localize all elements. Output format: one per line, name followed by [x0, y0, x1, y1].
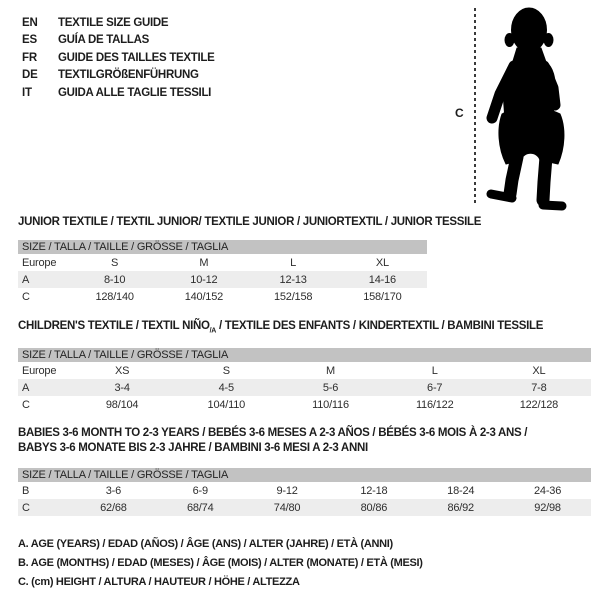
table-row: [18, 362, 591, 379]
age-cell: 3-4: [114, 381, 130, 394]
language-row: [22, 49, 215, 67]
language-row: [22, 84, 215, 102]
language-row: [22, 32, 215, 50]
language-title-block: [22, 14, 215, 102]
language-title: TEXTILE SIZE GUIDE: [58, 16, 169, 29]
height-cell: 92/98: [534, 501, 561, 514]
language-title: TEXTILGRÖßENFÜHRUNG: [58, 69, 199, 82]
height-cell: 110/116: [312, 398, 349, 411]
language-code: EN: [22, 16, 38, 29]
height-cell: 140/152: [184, 290, 224, 303]
height-cell: 122/128: [519, 398, 559, 411]
height-cell: 158/170: [363, 290, 402, 303]
height-measure-dashed-line: [474, 8, 476, 206]
children-size-table: [18, 348, 591, 413]
size-cell: S: [222, 364, 230, 377]
age-cell: 6-7: [427, 381, 443, 394]
row-label: A: [22, 273, 30, 286]
children-table-title: [18, 320, 543, 334]
height-cell: 68/74: [186, 501, 214, 514]
height-cell: 152/158: [273, 290, 313, 303]
table-row: [18, 396, 591, 413]
age-cell: 12-13: [279, 273, 307, 286]
row-label: Europe: [22, 256, 57, 269]
babies-title-line2: BABYS 3-6 MONATE BIS 2-3 JAHRE / BAMBINI 3-6 MESI A 2-3 ANNI: [18, 442, 368, 454]
table-row: [18, 482, 591, 499]
footnote-age-months: B. AGE (MONTHS) / EDAD (MESES) / ÂGE (MOIS) / ALTER (MONATE) / ETÀ (MESI): [18, 557, 423, 569]
age-cell: 12-18: [360, 484, 388, 497]
row-label: A: [22, 381, 30, 394]
height-cell: 74/80: [273, 501, 301, 514]
table-row: [18, 271, 427, 288]
age-cell: 10-12: [190, 273, 218, 286]
row-label: B: [22, 484, 30, 497]
language-row: [22, 67, 215, 85]
language-code: DE: [22, 69, 38, 82]
size-header-bar: SIZE / TALLA / TAILLE / GRÖSSE / TAGLIA: [18, 240, 427, 254]
height-cell: 86/92: [447, 501, 474, 514]
row-label: C: [22, 398, 30, 411]
size-cell: L: [290, 256, 297, 269]
language-row: [22, 14, 215, 32]
size-header-bar: SIZE / TALLA / TAILLE / GRÖSSE / TAGLIA: [18, 348, 591, 362]
age-cell: 7-8: [531, 381, 547, 394]
language-title: GUIDA ALLE TAGLIE TESSILI: [58, 86, 212, 99]
age-cell: 9-12: [276, 484, 298, 497]
size-header-bar: SIZE / TALLA / TAILLE / GRÖSSE / TAGLIA: [18, 468, 591, 482]
children-title-subscript: /A: [209, 327, 217, 335]
row-label: Europe: [22, 364, 57, 377]
language-code: IT: [22, 86, 32, 99]
height-cell: 128/140: [95, 290, 134, 303]
table-row: [18, 254, 427, 271]
baby-silhouette-icon: [480, 2, 580, 214]
table-row: [18, 499, 591, 516]
size-cell: XL: [532, 364, 546, 377]
babies-title-line1: BABIES 3-6 MONTH TO 2-3 YEARS / BEBÉS 3-6 MESES A 2-3 AÑOS / BÉBÉS 3-6 MOIS À 2-3 ANS /: [18, 427, 528, 439]
language-title: GUIDE DES TAILLES TEXTILE: [58, 51, 215, 64]
footnote-height-cm: C. (cm) HEIGHT / ALTURA / HAUTEUR / HÖHE / ALTEZZA: [18, 576, 300, 588]
children-title-pre: CHILDREN'S TEXTILE / TEXTIL NIÑO: [18, 320, 210, 332]
language-title: GUÍA DE TALLAS: [58, 34, 149, 47]
size-cell: XS: [114, 364, 130, 377]
age-cell: 3-6: [105, 484, 122, 497]
row-label: C: [22, 290, 30, 303]
height-cell: 98/104: [105, 398, 139, 411]
row-label: C: [22, 501, 30, 514]
size-cell: M: [199, 256, 209, 269]
age-cell: 24-36: [533, 484, 562, 497]
size-cell: XL: [375, 256, 389, 269]
height-cell: 62/68: [100, 501, 127, 514]
size-cell: S: [111, 256, 119, 269]
age-cell: 18-24: [447, 484, 475, 497]
table-row: [18, 288, 427, 305]
age-cell: 8-10: [104, 273, 126, 286]
size-cell: L: [431, 364, 438, 377]
age-cell: 14-16: [368, 273, 396, 286]
age-cell: 6-9: [192, 484, 208, 497]
babies-table-title: [18, 426, 527, 456]
language-code: ES: [22, 34, 37, 47]
size-cell: M: [326, 364, 335, 377]
babies-size-table: [18, 468, 591, 516]
footnote-age-years: A. AGE (YEARS) / EDAD (AÑOS) / ÂGE (ANS) / ALTER (JAHRE) / ETÀ (ANNI): [18, 538, 393, 550]
height-cell: 80/86: [360, 501, 388, 514]
junior-size-table: [18, 240, 427, 305]
table-row: [18, 379, 591, 396]
height-cell: 116/122: [415, 398, 454, 411]
height-cell: 104/110: [207, 398, 246, 411]
age-cell: 5-6: [322, 381, 339, 394]
junior-table-title: JUNIOR TEXTILE / TEXTIL JUNIOR/ TEXTILE JUNIOR / JUNIORTEXTIL / JUNIOR TESSILE: [18, 216, 482, 228]
height-measure-label: C: [455, 106, 464, 120]
legend-footnotes: [18, 535, 423, 592]
language-code: FR: [22, 51, 37, 64]
age-cell: 4-5: [218, 381, 234, 394]
children-title-post: / TEXTILE DES ENFANTS / KINDERTEXTIL / BAMBINI TESSILE: [216, 320, 544, 332]
